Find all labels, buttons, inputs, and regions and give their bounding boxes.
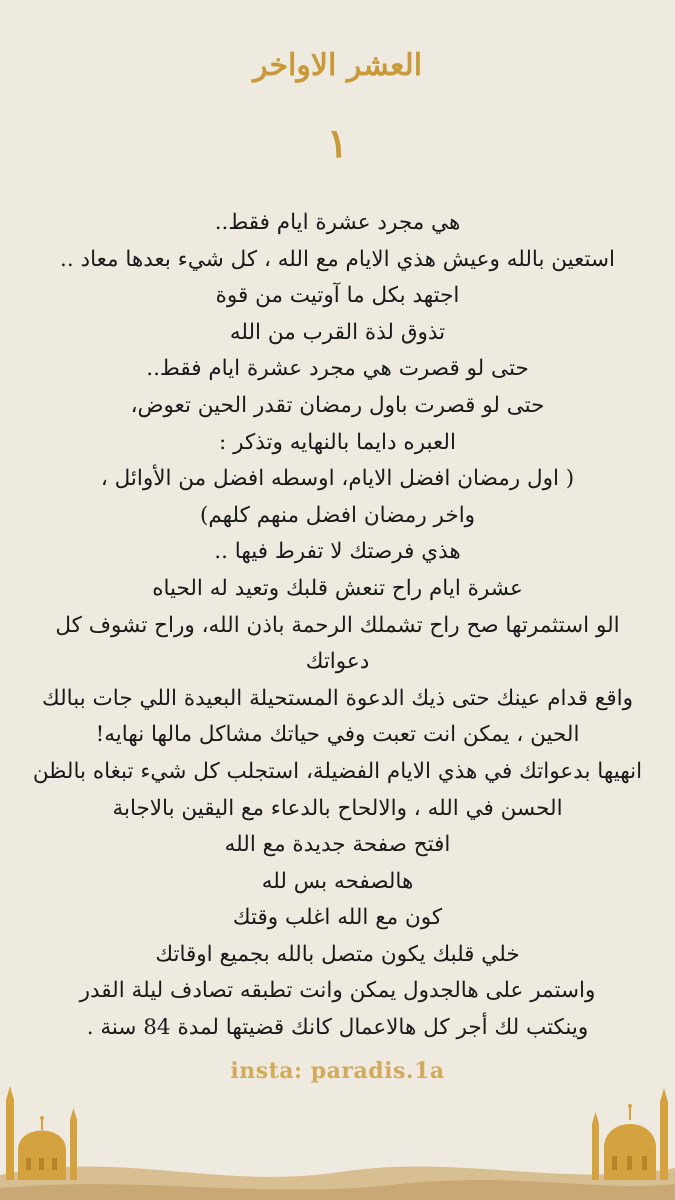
text-line: افتح صفحة جديدة مع الله (224, 832, 451, 858)
text-line: تذوق لذة القرب من الله (229, 319, 446, 345)
text-line: الو استثمرتها صح راح تشملك الرحمة باذن الله، وراح تشوف كل (55, 612, 620, 638)
text-line: واخر رمضان افضل منهم كلهم) (199, 502, 476, 528)
text-line: واقع قدام عينك حتى ذيك الدعوة المستحيلة البعيدة اللي جات ببالك (42, 685, 633, 711)
text-line: الحسن في الله ، والالحاح بالدعاء مع اليقين بالاجابة (112, 795, 563, 821)
text-line: وينكتب لك أجر كل هالاعمال كانك قضيتها لمدة 84 سنة . (86, 1015, 589, 1041)
page-number: ١ (326, 120, 349, 167)
text-line: حتى لو قصرت هي مجرد عشرة ايام فقط.. (146, 356, 529, 382)
text-line: هالصفحه بس لله (261, 868, 414, 894)
text-line: كون مع الله اغلب وقتك (232, 905, 443, 931)
text-line: استعين بالله وعيش هذي الايام مع الله ، كل شيء بعدها معاد .. (60, 246, 615, 272)
text-line: اجتهد بكل ما آوتيت من قوة (215, 283, 460, 309)
body-text (28, 205, 647, 1047)
text-line: واستمر على هالجدول يمكن وانت تطبقه تصادف ليلة القدر (79, 978, 596, 1004)
text-line: انهيها بدعواتك في هذي الايام الفضيلة، استجلب كل شيء تبغاه بالظن (32, 758, 643, 784)
text-line: ( اول رمضان افضل الايام، اوسطه افضل من الأوائل ، (100, 466, 575, 492)
instagram-watermark: insta: paradis.1a (230, 1058, 445, 1084)
mosque-icon-left (6, 1086, 77, 1180)
text-line: حتى لو قصرت باول رمضان تقدر الحين تعوض، (130, 392, 545, 418)
text-line: عشرة ايام راح تنعش قلبك وتعيد له الحياه (152, 575, 523, 601)
text-line: دعواتك (305, 649, 370, 675)
page-title: العشر الاواخر (252, 48, 423, 83)
text-line: خلي قلبك يكون متصل بالله بجميع اوقاتك (155, 941, 520, 967)
mosque-decoration (0, 1080, 675, 1200)
mosque-icon-right (592, 1088, 668, 1180)
text-line: العبره دايما بالنهايه وتذكر : (219, 429, 456, 455)
text-line: الحين ، يمكن انت تعبت وفي حياتك مشاكل مالها نهايه! (95, 722, 580, 748)
text-line: هذي فرصتك لا تفرط فيها .. (214, 539, 461, 565)
text-line: هي مجرد عشرة ايام فقط.. (214, 210, 461, 235)
